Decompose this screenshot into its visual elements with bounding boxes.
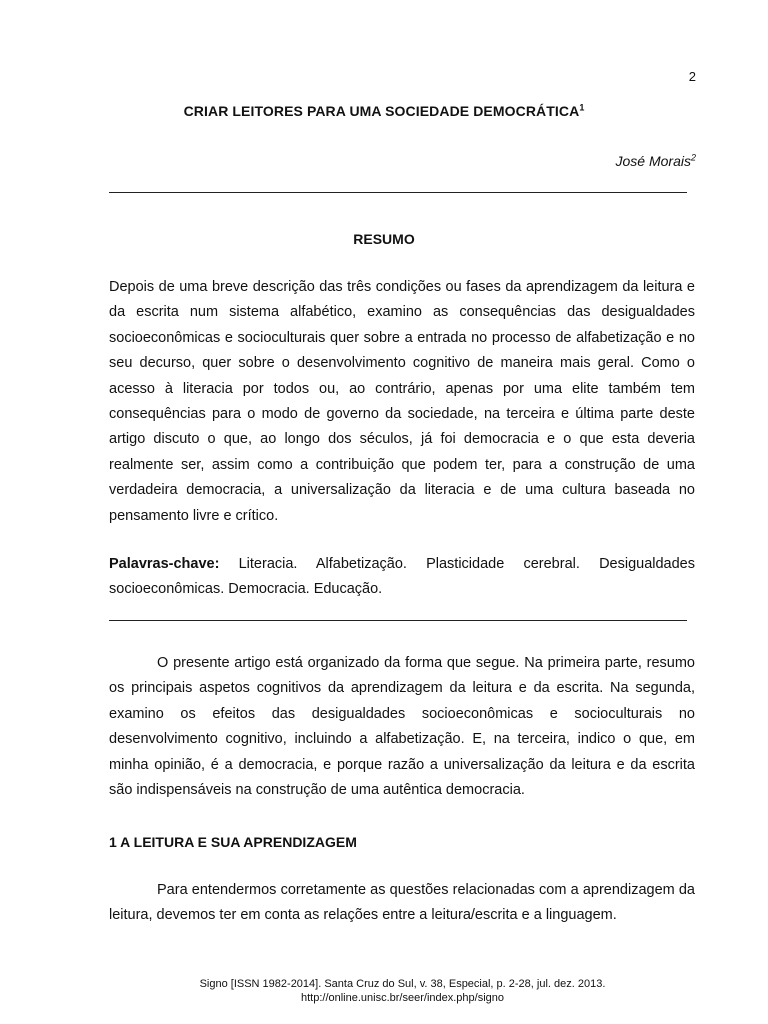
keywords-label: Palavras-chave: [109,556,220,572]
page-number: 2 [688,69,696,84]
intro-paragraph: O presente artigo está organizado da forma que segue. Na primeira parte, resumo os principais aspetos cognitivos da aprendizagem da leitura e da escrita. Na segunda, examino os efeitos das desigualdades socioeconômicas e socioculturais no desenvolvimento cognitivo, incluindo a alfabetização. E, na terceira, indico o que, em minha opinião, é a democracia, e porque razão a universalização da leitura e da escrita são indispensáveis na construção de uma autêntica democracia. [109,655,695,799]
top-divider [109,192,687,193]
bottom-divider [109,620,687,621]
article-title [0,102,768,120]
title-footnote-mark[interactable]: 1 [579,102,585,113]
footer-citation: Signo [ISSN 1982-2014]. Santa Cruz do Sul, v. 38, Especial, p. 2-28, jul. dez. 2013. [199,978,606,990]
abstract-body: Depois de uma breve descrição das três condições ou fases da aprendizagem da leitura e da escrita num sistema alfabético, examino as consequências das desigualdades socioeconômicas e socioculturais quer sobre a entrada no processo de alfabetização e no seu decurso, quer sobre o desenvolvimento cognitivo de maneira mais geral. Como o acesso à literacia por todos ou, ao contrário, apenas por uma elite também tem consequências para o modo de governo da sociedade, na terceira e última parte deste artigo discuto o que, ao longo dos séculos, já foi democracia e o que esta deveria realmente ser, assim como a contribuição que podem ter, para a construção de uma verdadeira democracia, a universalização da literacia e de uma cultura baseada no pensamento livre e crítico. [109,279,695,524]
page-footer [0,977,768,1005]
author-footnote-mark[interactable]: 2 [690,152,696,163]
abstract-heading: RESUMO [353,231,415,247]
title-text: CRIAR LEITORES PARA UMA SOCIEDADE DEMOCRÁTICA [183,103,580,119]
keywords-paragraph [109,552,695,603]
author-line [616,152,696,170]
author-name: José Morais [615,153,691,169]
section-paragraph: Para entendermos corretamente as questões relacionadas com a aprendizagem da leitura, devemos ter em conta as relações entre a leitura/escrita e a linguagem. [109,882,695,924]
keywords-text: Literacia. Alfabetização. Plasticidade cerebral. Desigualdades socioeconômicas. Democracia. Educação. [109,556,695,598]
footer-url[interactable]: http://online.unisc.br/seer/index.php/signo [300,992,505,1004]
section-heading: 1 A LEITURA E SUA APRENDIZAGEM [109,834,357,850]
